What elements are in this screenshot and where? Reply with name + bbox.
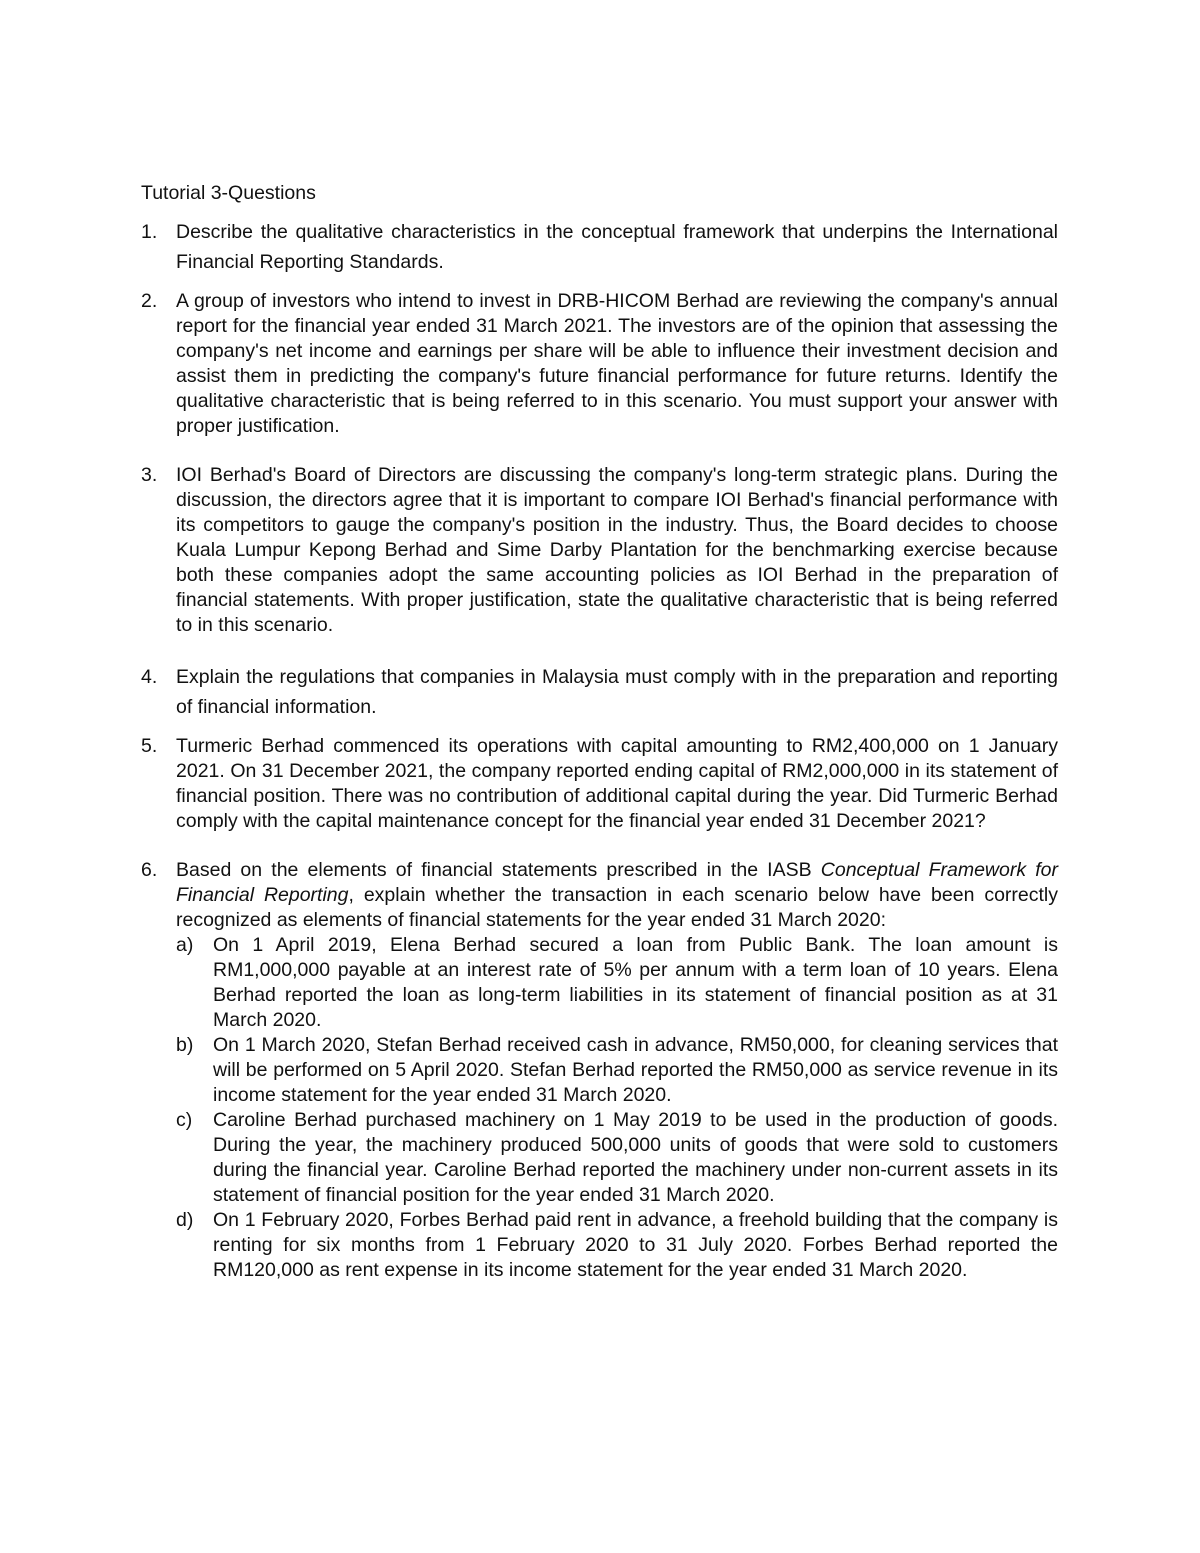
scenario-label: a) [176, 934, 194, 956]
scenario-text: On 1 March 2020, Stefan Berhad received cash in advance, RM50,000, for cleaning services that will be performed on 5 April 2020. Stefan Berhad reported the RM50,000 as service revenue in its income statement for the year ended 31 March 2020. [213, 1034, 1058, 1106]
scenario-text: Caroline Berhad purchased machinery on 1 May 2019 to be used in the production of goods. During the year, the machinery produced 500,000 units of goods that were sold to customers during the financial year. Caroline Berhad reported the machinery under non-current assets in its statement of financial position for the year ended 31 March 2020. [213, 1109, 1058, 1206]
page-title: Tutorial 3-Questions [141, 182, 316, 204]
question-6 [141, 858, 1058, 1283]
question-text: Turmeric Berhad commenced its operations with capital amounting to RM2,400,000 on 1 January 2021. On 31 December 2021, the company reported ending capital of RM2,000,000 in its statement of financial position. There was no contribution of additional capital during the year. Did Turmeric Berhad comply with the capital maintenance concept for the financial year ended 31 December 2021? [176, 735, 1058, 832]
question-text [176, 858, 1058, 933]
question-1 [141, 217, 1058, 277]
framework-title: Conceptual Framework for Financial Reporting [176, 859, 1058, 906]
scenario-b [176, 1033, 1058, 1108]
question-3 [141, 463, 1058, 638]
question-text: Describe the qualitative characteristics in the conceptual framework that underpins the International Financial Reporting Standards. [176, 221, 1058, 273]
question-number: 5. [141, 735, 158, 757]
question-number: 1. [141, 221, 158, 243]
question-5 [141, 734, 1058, 834]
question-number: 3. [141, 464, 158, 486]
question-text-end: , explain whether the transaction in each scenario below have been correctly recognized as elements of financial statements for the year ended 31 March 2020: [176, 884, 1058, 931]
question-number: 6. [141, 859, 158, 881]
question-number: 2. [141, 290, 158, 312]
scenario-c [176, 1108, 1058, 1208]
question-2 [141, 289, 1058, 439]
question-text: A group of investors who intend to invest in DRB-HICOM Berhad are reviewing the company's annual report for the financial year ended 31 March 2021. The investors are of the opinion that assessing the company's net income and earnings per share will be able to influence their investment decision and assist them in predicting the company's future financial performance for future returns. Identify the qualitative characteristic that is being referred to in this scenario. You must support your answer with proper justification. [176, 290, 1058, 437]
question-text: IOI Berhad's Board of Directors are discussing the company's long-term strategic plans. During the discussion, the directors agree that it is important to compare IOI Berhad's financial performance with its competitors to gauge the company's position in the industry. Thus, the Board decides to choose Kuala Lumpur Kepong Berhad and Sime Darby Plantation for the benchmarking exercise because both these companies adopt the same accounting policies as IOI Berhad in the preparation of financial statements. With proper justification, state the qualitative characteristic that is being referred to in this scenario. [176, 464, 1058, 636]
document-body [141, 180, 1058, 1283]
scenario-list [176, 933, 1058, 1283]
question-number: 4. [141, 666, 158, 688]
scenario-text: On 1 April 2019, Elena Berhad secured a loan from Public Bank. The loan amount is RM1,000,000 payable at an interest rate of 5% per annum with a term loan of 10 years. Elena Berhad reported the loan as long-term liabilities in its statement of financial position as at 31 March 2020. [213, 934, 1058, 1031]
scenario-a [176, 933, 1058, 1033]
scenario-label: c) [176, 1109, 193, 1131]
question-text-start: Based on the elements of financial statements prescribed in the IASB [176, 859, 821, 881]
scenario-text: On 1 February 2020, Forbes Berhad paid rent in advance, a freehold building that the company is renting for six months from 1 February 2020 to 31 July 2020. Forbes Berhad reported the RM120,000 as rent expense in its income statement for the year ended 31 March 2020. [213, 1209, 1058, 1281]
scenario-label: d) [176, 1209, 194, 1231]
scenario-d [176, 1208, 1058, 1283]
question-4 [141, 662, 1058, 722]
scenario-label: b) [176, 1034, 194, 1056]
question-text: Explain the regulations that companies in Malaysia must comply with in the preparation and reporting of financial information. [176, 666, 1058, 718]
